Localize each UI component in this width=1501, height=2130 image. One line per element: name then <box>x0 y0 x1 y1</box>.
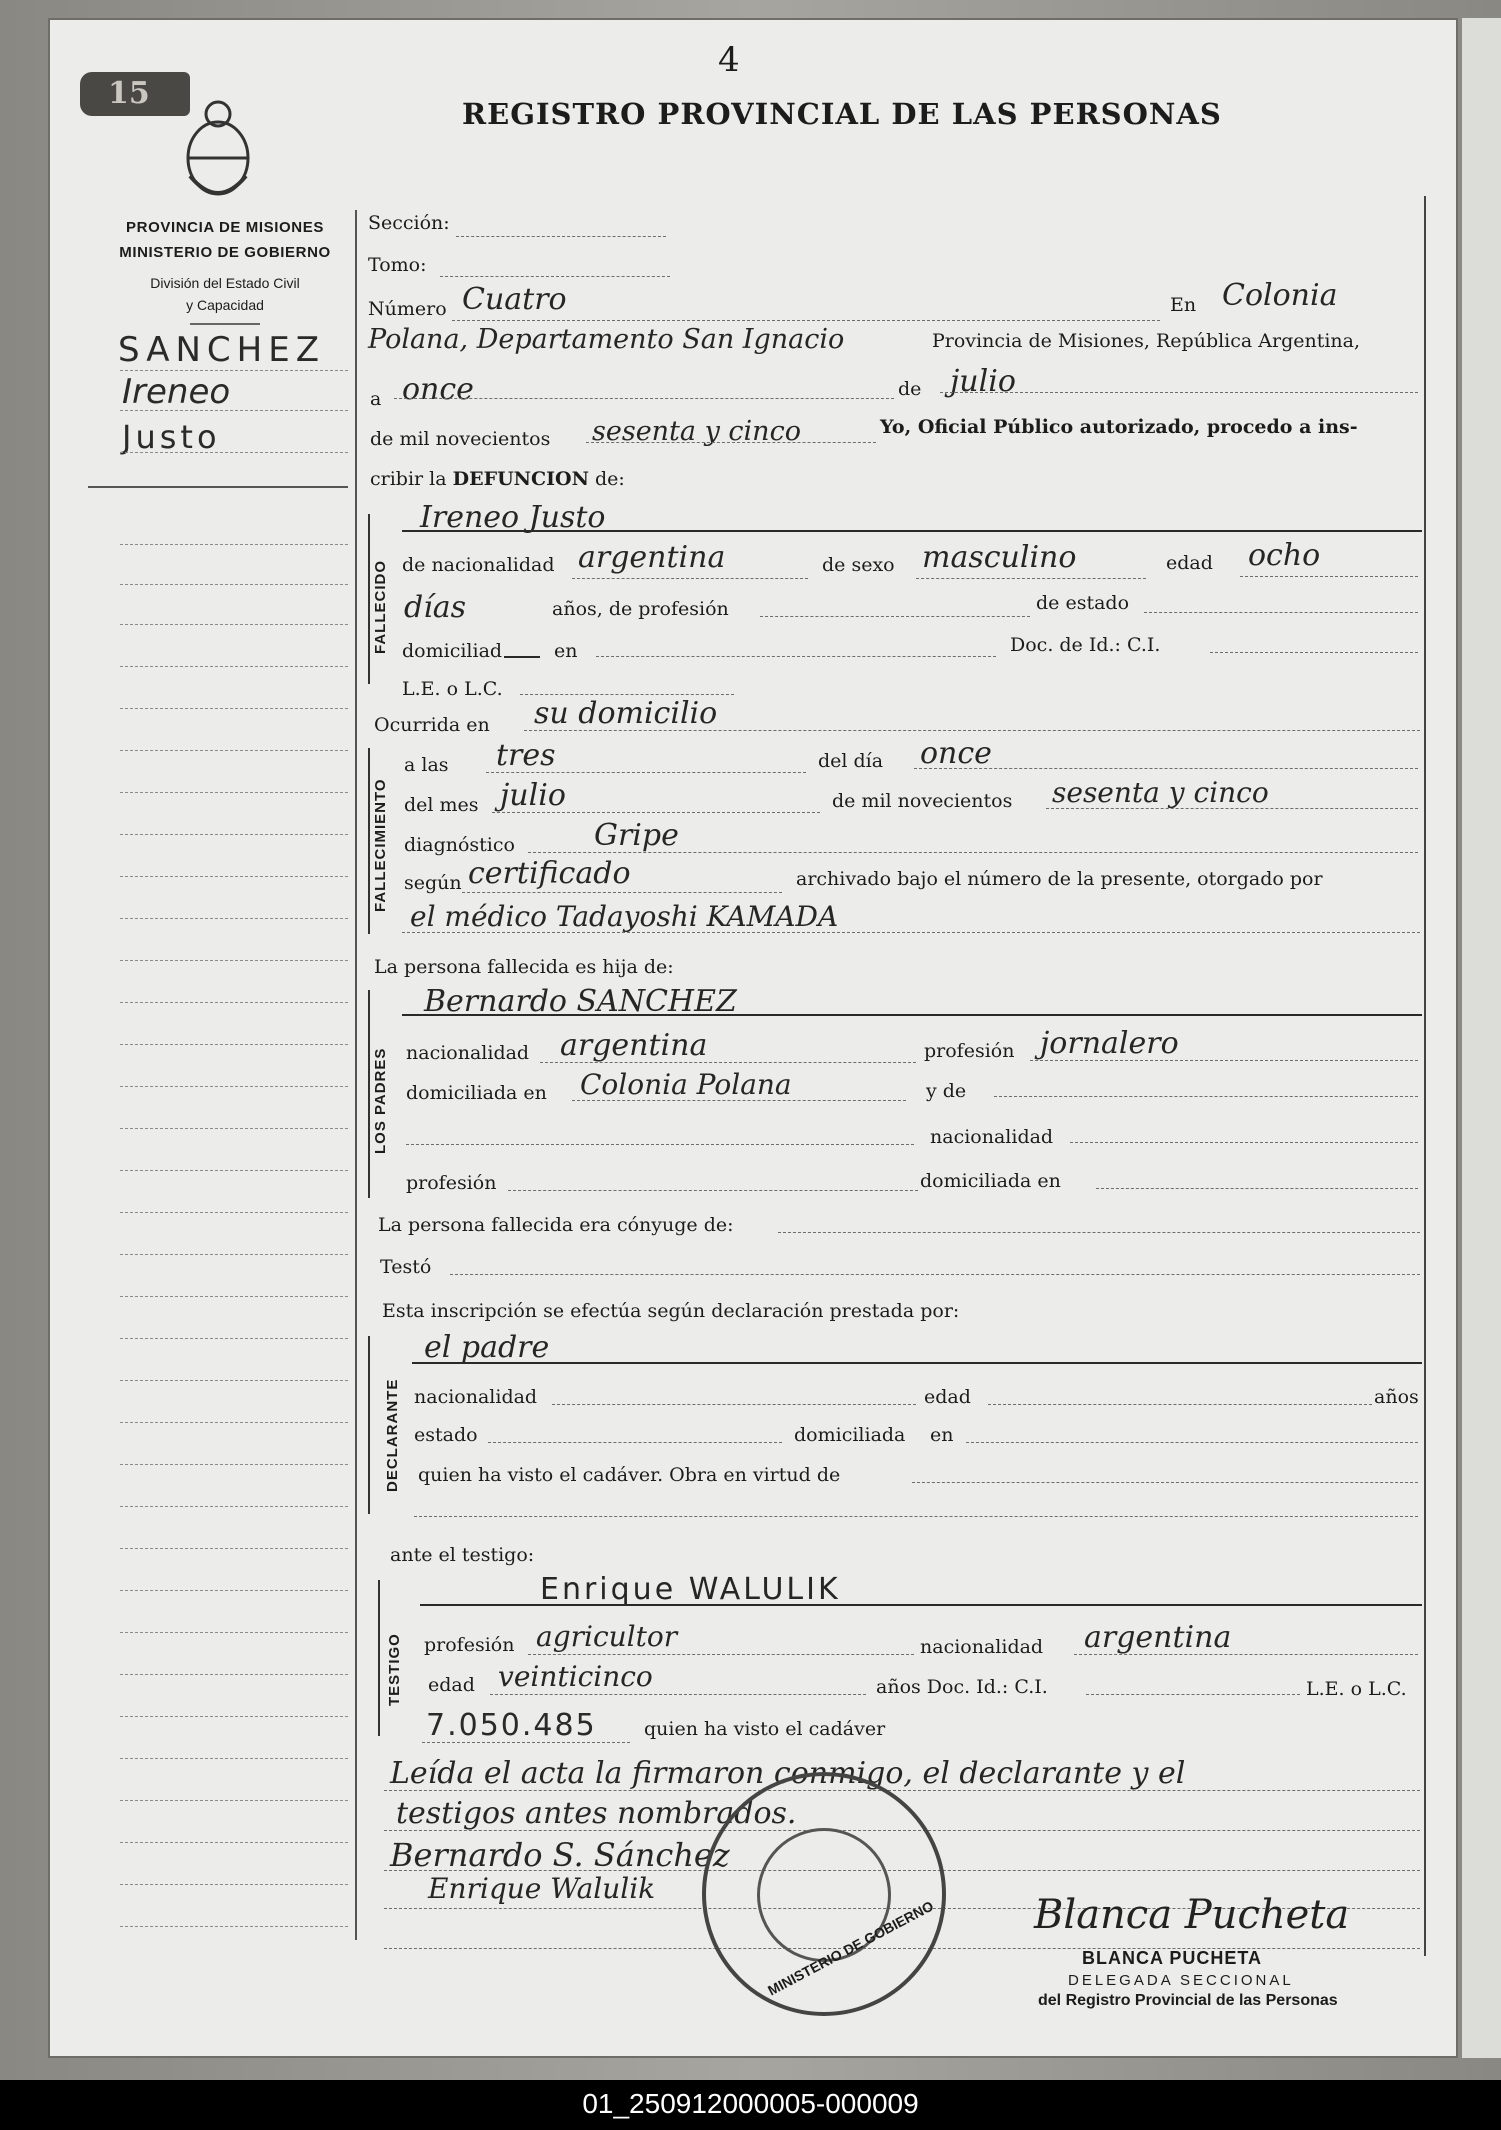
testo-label: Testó <box>380 1256 432 1278</box>
testigo-doc-value-line <box>422 1742 630 1743</box>
fallecimiento-mil-label: de mil novecientos <box>832 790 1013 812</box>
declarante-nombre-line <box>412 1362 1422 1364</box>
margin-line <box>120 1044 348 1045</box>
closing-rule-1 <box>384 1790 1420 1791</box>
sexo-value: masculino <box>922 540 1077 575</box>
cribir-text: cribir la DEFUNCION de: <box>370 468 625 490</box>
estado-line <box>1144 612 1418 613</box>
testigo-section-label: TESTIGO <box>386 1633 403 1706</box>
domiciliado-dash <box>504 656 540 658</box>
fallecimiento-dia-value: once <box>920 736 992 771</box>
margin-line <box>120 1128 348 1129</box>
nacionalidad-line <box>572 578 808 579</box>
declarante-domicilio-line <box>966 1442 1418 1443</box>
testigo-nombre: Enrique WALULIK <box>540 1572 841 1607</box>
declarante-visto-label: quien ha visto el cadáver. Obra en virtud de <box>418 1464 841 1486</box>
margin-province: PROVINCIA DE MISIONES <box>126 219 324 236</box>
nacionalidad-label: de nacionalidad <box>402 554 555 576</box>
del-dia-label: del día <box>818 750 884 772</box>
segun-line <box>462 892 782 893</box>
tomo-line <box>440 276 670 277</box>
padres-profesion2-label: profesión <box>406 1172 497 1194</box>
tomo-label: Tomo: <box>368 254 427 276</box>
margin-rule <box>190 323 260 325</box>
margin-line <box>120 1422 348 1423</box>
padre-value: Bernardo SANCHEZ <box>424 984 737 1019</box>
margin-line <box>120 1338 348 1339</box>
declarante-nacionalidad-line <box>552 1404 916 1405</box>
padres-domiciliada2-line <box>1096 1188 1418 1189</box>
closing-line-2: testigos antes nombrados. <box>396 1796 797 1831</box>
segun-label: según <box>404 872 462 894</box>
margin-first-name: Ireneo <box>122 372 231 412</box>
ocurrida-line <box>524 730 1420 731</box>
testigo-visto-label: quien ha visto el cadáver <box>644 1718 886 1740</box>
testigo-profesion-value: agricultor <box>536 1620 678 1653</box>
medico-value: el médico Tadayoshi KAMADA <box>410 900 839 933</box>
le-line <box>520 694 734 695</box>
testigo-profesion-line <box>528 1654 914 1655</box>
stamp-role: DELEGADA SECCIONAL <box>1068 1972 1294 1989</box>
testigo-edad-label: edad <box>428 1674 475 1696</box>
seccion-line <box>456 236 666 237</box>
domiciliado-label: domiciliad <box>402 640 503 662</box>
padres-nacionalidad2-label: nacionalidad <box>930 1126 1054 1148</box>
padres-nacionalidad-label: nacionalidad <box>406 1042 530 1064</box>
conyuge-line <box>778 1232 1420 1233</box>
fallecimiento-mes-line <box>492 812 820 813</box>
estado-label: de estado <box>1036 592 1130 614</box>
margin-separator <box>88 486 348 488</box>
segun-value: certificado <box>468 856 631 891</box>
dias-value: días <box>404 590 467 625</box>
margin-divider <box>355 210 357 1940</box>
fallecimiento-anio-value: sesenta y cinco <box>1052 776 1269 809</box>
form-right-border <box>1424 196 1426 1956</box>
sexo-label: de sexo <box>822 554 895 576</box>
signature-testigo: Enrique Walulik <box>428 1872 656 1905</box>
margin-line <box>120 1800 348 1801</box>
declarante-anios-label: años <box>1374 1386 1419 1408</box>
declarante-en-label: en <box>930 1424 954 1446</box>
del-mes-label: del mes <box>404 794 479 816</box>
declarante-edad-line <box>988 1404 1372 1405</box>
margin-line <box>120 1674 348 1675</box>
seal-text: MINISTERIO DE GOBIERNO <box>765 1897 937 1999</box>
official-signature: Blanca Pucheta <box>1034 1892 1350 1938</box>
margin-surname: SANCHEZ <box>118 330 325 370</box>
padres-nacionalidad-value: argentina <box>560 1028 708 1063</box>
nacionalidad-value: argentina <box>578 540 726 575</box>
margin-line <box>120 1464 348 1465</box>
testigo-nacionalidad-label: nacionalidad <box>920 1636 1044 1658</box>
stamp-name: BLANCA PUCHETA <box>1082 1948 1262 1968</box>
margin-line <box>120 1296 348 1297</box>
padres-profesion-label: profesión <box>924 1040 1015 1062</box>
fallecido-nombre: Ireneo Justo <box>420 500 606 535</box>
declarante-section-label: DECLARANTE <box>384 1378 401 1492</box>
hija-label: La persona fallecida es hija de: <box>374 956 674 978</box>
margin-line <box>120 1842 348 1843</box>
testigo-doc-line <box>1086 1694 1300 1695</box>
testigo-label: ante el testigo: <box>390 1544 535 1566</box>
ocurrida-label: Ocurrida en <box>374 714 490 736</box>
margin-line <box>120 1758 348 1759</box>
ocurrida-value: su domicilio <box>534 696 718 731</box>
fallecimiento-mes-value: julio <box>500 778 566 813</box>
anio-line <box>586 442 876 443</box>
testigo-doc-label: años Doc. Id.: C.I. <box>876 1676 1048 1698</box>
madre-nombre-line <box>406 1144 914 1145</box>
stamp-office: del Registro Provincial de las Personas <box>1038 1992 1338 2009</box>
a-las-label: a las <box>404 754 449 776</box>
a-label: a <box>370 388 382 410</box>
margin-line <box>120 410 348 411</box>
coat-of-arms-icon <box>178 96 258 210</box>
margin-capacity: y Capacidad <box>186 297 264 313</box>
edad-label: edad <box>1166 552 1213 574</box>
declarante-estado-line <box>488 1442 782 1443</box>
declarante-nacionalidad-label: nacionalidad <box>414 1386 538 1408</box>
numero-line <box>452 320 1160 321</box>
mes-value: julio <box>950 364 1016 399</box>
declarante-obra-line <box>912 1482 1418 1483</box>
padres-domiciliada2-label: domiciliada en <box>920 1170 1061 1192</box>
doc-line <box>1210 652 1418 653</box>
declarante-estado-label: estado <box>414 1424 478 1446</box>
anio-value: sesenta y cinco <box>592 416 801 447</box>
provincia-text: Provincia de Misiones, República Argentina, <box>932 330 1361 352</box>
margin-line <box>120 1506 348 1507</box>
medico-line <box>402 932 1420 933</box>
madre-line <box>994 1096 1418 1097</box>
hora-value: tres <box>496 738 556 773</box>
testigo-edad-value: veinticinco <box>498 1660 653 1693</box>
yo-text: Yo, Oficial Público autorizado, procedo a ins- <box>880 416 1358 438</box>
numero-value: Cuatro <box>462 282 567 317</box>
margin-line <box>120 750 348 751</box>
margin-line <box>120 1590 348 1591</box>
en-label: En <box>1170 294 1197 316</box>
margin-line <box>120 1002 348 1003</box>
hora-line <box>486 772 806 773</box>
en-value: Colonia <box>1222 278 1338 313</box>
margin-line <box>120 1380 348 1381</box>
declarante-extra-line <box>414 1516 1418 1517</box>
page-number: 4 <box>718 40 740 80</box>
margin-line <box>120 1254 348 1255</box>
margin-line <box>120 1926 348 1927</box>
fallecimiento-section-label: FALLECIMIENTO <box>372 778 389 912</box>
diagnostico-value: Gripe <box>594 818 679 853</box>
margin-line <box>120 1632 348 1633</box>
fallecido-nombre-line <box>402 530 1422 532</box>
padres-nacionalidad-line <box>540 1062 916 1063</box>
margin-line <box>120 918 348 919</box>
profesion-line <box>760 616 1030 617</box>
doc-label: Doc. de Id.: C.I. <box>1010 634 1161 656</box>
margin-line <box>120 1548 348 1549</box>
diagnostico-line <box>528 852 1418 853</box>
mil-label: de mil novecientos <box>370 428 551 450</box>
declarante-domiciliada-label: domiciliada <box>794 1424 906 1446</box>
padres-domicilio-value: Colonia Polana <box>580 1068 792 1101</box>
margin-line <box>120 1884 348 1885</box>
margin-line <box>120 452 348 453</box>
sexo-line <box>916 578 1146 579</box>
margin-second-name: Justo <box>122 418 221 456</box>
mes-line <box>940 392 1418 393</box>
declarante-edad-label: edad <box>924 1386 971 1408</box>
y-de-label: y de <box>926 1080 967 1102</box>
margin-line <box>120 1086 348 1087</box>
archivado-text: archivado bajo el número de la presente, otorgado por <box>796 868 1323 890</box>
fallecimiento-dia-line <box>914 768 1418 769</box>
fallecimiento-anio-line <box>1046 808 1418 809</box>
edad-line <box>1240 576 1418 577</box>
closing-line-1: Leída el acta la firmaron conmigo, el declarante y el <box>390 1756 1186 1791</box>
diagnostico-label: diagnóstico <box>404 834 515 856</box>
margin-line <box>120 584 348 585</box>
margin-line <box>120 834 348 835</box>
margin-line <box>120 1170 348 1171</box>
margin-line <box>120 1212 348 1213</box>
anios-profesion-label: años, de profesión <box>552 598 729 620</box>
margin-line <box>120 708 348 709</box>
dia-line <box>394 398 894 399</box>
padres-domicilio-line <box>572 1100 906 1101</box>
margin-line <box>120 666 348 667</box>
margin-line <box>120 792 348 793</box>
padres-profesion-line <box>1030 1060 1418 1061</box>
margin-line <box>120 624 348 625</box>
domiciliado-en-label: en <box>554 640 578 662</box>
margin-ministry: MINISTERIO DE GOBIERNO <box>119 244 331 261</box>
testigo-doc-value: 7.050.485 <box>426 1708 597 1743</box>
le-label: L.E. o L.C. <box>402 678 503 700</box>
testo-line <box>450 1274 1420 1275</box>
margin-line <box>120 876 348 877</box>
de-label: de <box>898 378 922 400</box>
domicilio-line <box>596 656 996 657</box>
padres-domiciliada-label: domiciliada en <box>406 1082 547 1104</box>
padres-profesion2-line <box>508 1190 918 1191</box>
page-title: REGISTRO PROVINCIAL DE LAS PERSONAS <box>462 97 1222 131</box>
numero-label: Número <box>368 298 447 320</box>
margin-line <box>120 544 348 545</box>
testigo-nacionalidad-line <box>1074 1654 1418 1655</box>
testigo-nacionalidad-value: argentina <box>1084 1620 1232 1655</box>
facing-page-edge <box>1462 18 1501 2058</box>
padres-section-label: LOS PADRES <box>372 1047 389 1154</box>
testigo-edad-line <box>490 1694 866 1695</box>
fallecido-section-label: FALLECIDO <box>372 560 389 654</box>
padres-nacionalidad2-line <box>1070 1142 1418 1143</box>
index-tab: 15 <box>80 72 190 116</box>
margin-division: División del Estado Civil <box>150 275 300 291</box>
testigo-nombre-line <box>420 1604 1422 1606</box>
edad-value: ocho <box>1248 538 1321 573</box>
conyuge-label: La persona fallecida era cónyuge de: <box>378 1214 734 1236</box>
testigo-le-label: L.E. o L.C. <box>1306 1678 1407 1700</box>
seccion-label: Sección: <box>368 212 450 234</box>
lugar-value: Polana, Departamento San Ignacio <box>368 324 845 355</box>
margin-line <box>120 1716 348 1717</box>
declarante-nombre: el padre <box>424 1330 550 1365</box>
document-id: 01_250912000005-000009 <box>582 2088 919 2119</box>
signature-declarante: Bernardo S. Sánchez <box>390 1836 730 1874</box>
dia-value: once <box>402 372 474 407</box>
inscripcion-label: Esta inscripción se efectúa según declaración prestada por: <box>382 1300 960 1322</box>
margin-line <box>120 960 348 961</box>
padre-line <box>402 1014 1422 1016</box>
testigo-profesion-label: profesión <box>424 1634 515 1656</box>
padres-profesion-value: jornalero <box>1040 1026 1179 1061</box>
margin-line <box>120 370 348 371</box>
